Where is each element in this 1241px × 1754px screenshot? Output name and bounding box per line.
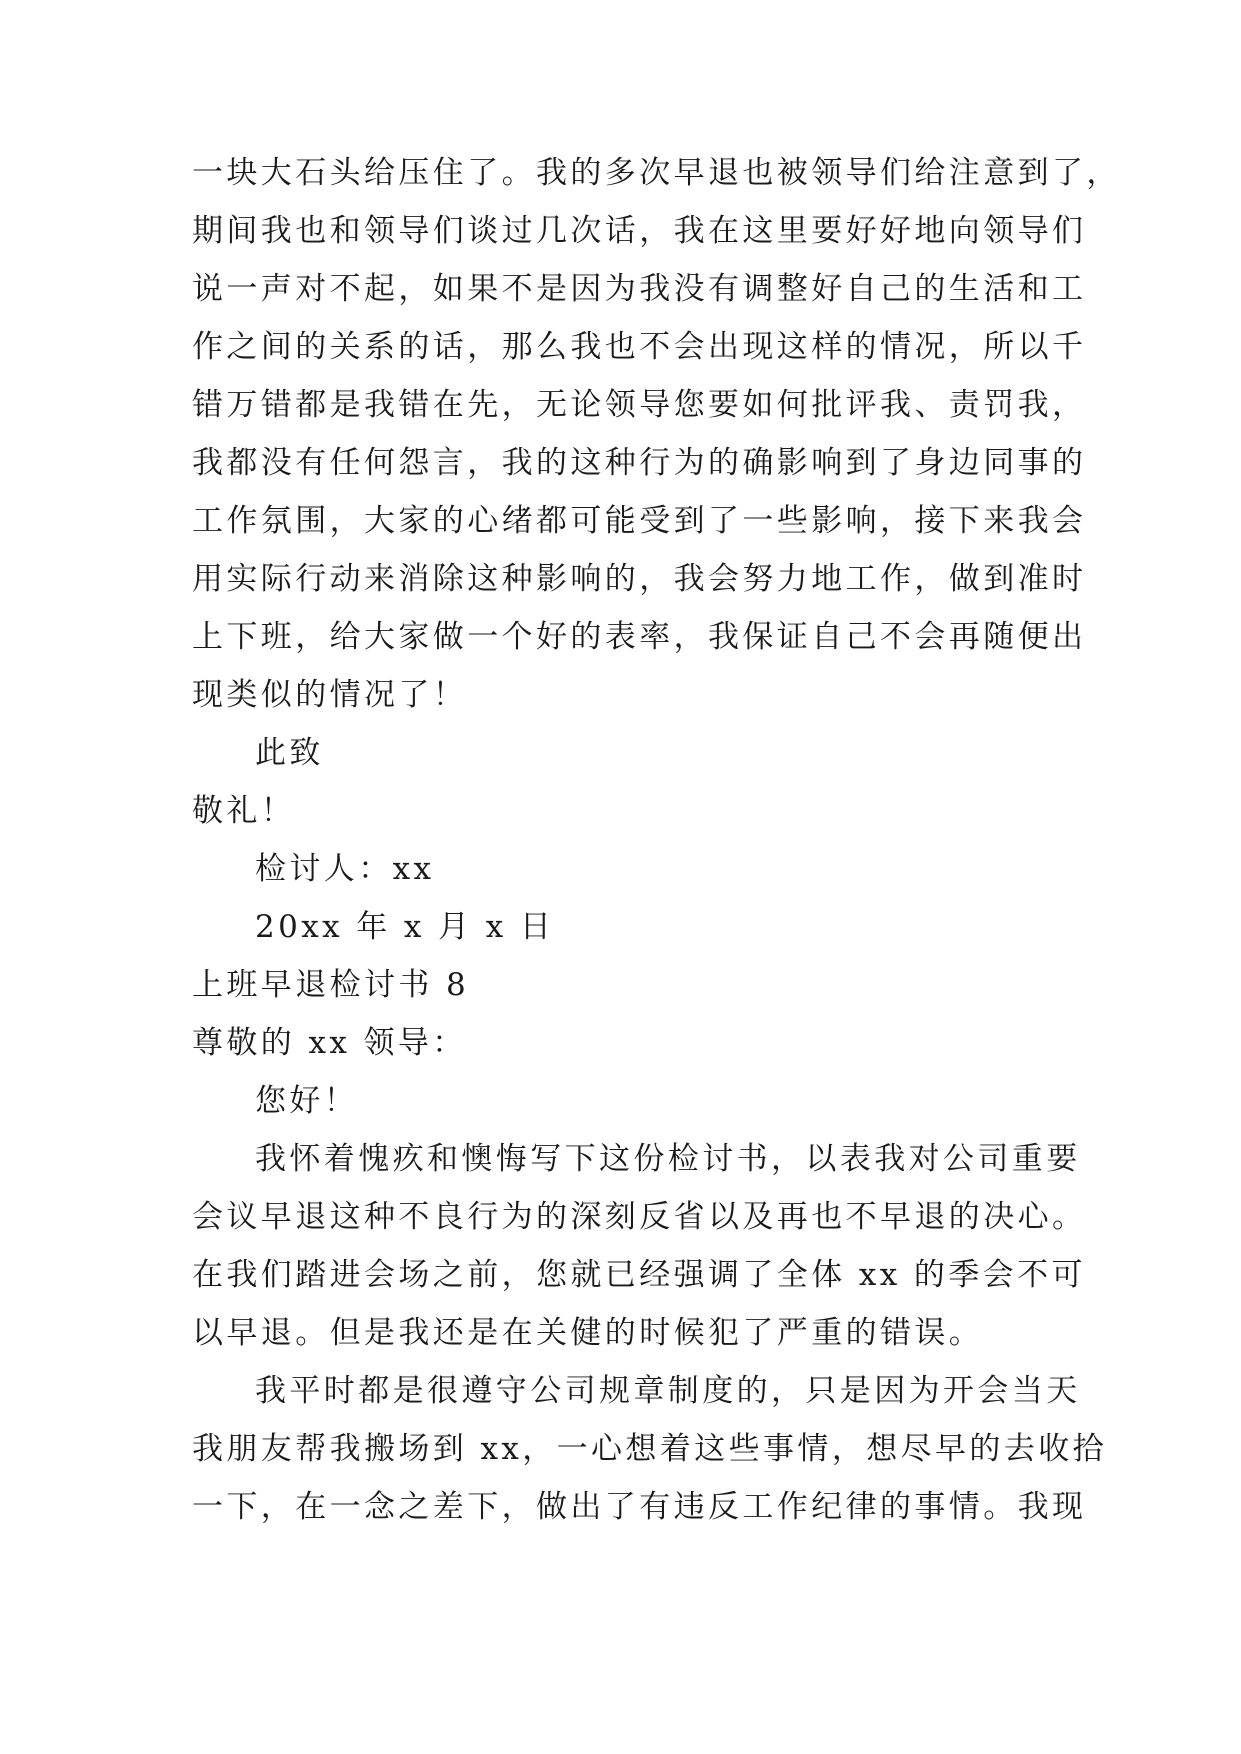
paragraph-line: 我朋友帮我搬场到 xx，一心想着这些事情，想尽早的去收拾 <box>192 1431 1108 1467</box>
paragraph-line: 用实际行动来消除这种影响的，我会努力地工作，做到准时 <box>192 561 1087 597</box>
letter-hello: 您好！ <box>255 1083 359 1119</box>
paragraph-line: 错万错都是我错在先，无论领导您要如何批评我、责罚我， <box>192 387 1087 423</box>
paragraph-line: 我平时都是很遵守公司规章制度的，只是因为开会当天 <box>255 1373 1081 1409</box>
section-title: 上班早退检讨书 8 <box>192 967 470 1003</box>
paragraph-line: 我都没有任何怨言，我的这种行为的确影响到了身边同事的 <box>192 445 1087 481</box>
paragraph-line: 在我们踏进会场之前，您就已经强调了全体 xx 的季会不可 <box>192 1257 1086 1293</box>
paragraph-line: 说一声对不起，如果不是因为我没有调整好自己的生活和工 <box>192 271 1087 307</box>
signature-author: 检讨人：xx <box>255 851 435 887</box>
paragraph-line: 工作氛围，大家的心绪都可能受到了一些影响，接下来我会 <box>192 503 1087 539</box>
paragraph-line: 会议早退这种不良行为的深刻反省以及再也不早退的决心。 <box>192 1199 1087 1235</box>
paragraph-line: 我怀着愧疚和懊悔写下这份检讨书，以表我对公司重要 <box>255 1141 1081 1177</box>
paragraph-line: 一下，在一念之差下，做出了有违反工作纪律的事情。我现 <box>192 1489 1087 1525</box>
paragraph-line: 期间我也和领导们谈过几次话，我在这里要好好地向领导们 <box>192 213 1087 249</box>
signature-date: 20xx 年 x 月 x 日 <box>255 909 555 945</box>
paragraph-line: 一块大石头给压住了。我的多次早退也被领导们给注意到了， <box>192 155 1121 191</box>
paragraph-line: 作之间的关系的话，那么我也不会出现这样的情况，所以千 <box>192 329 1087 365</box>
paragraph-line: 上下班，给大家做一个好的表率，我保证自己不会再随便出 <box>192 619 1087 655</box>
letter-greeting: 尊敬的 xx 领导： <box>192 1025 467 1061</box>
paragraph-line: 现类似的情况了！ <box>192 677 468 713</box>
closing-salutation: 此致 <box>255 735 324 771</box>
paragraph-line: 以早退。但是我还是在关健的时候犯了严重的错误。 <box>192 1315 984 1351</box>
closing-regards: 敬礼！ <box>192 793 296 829</box>
